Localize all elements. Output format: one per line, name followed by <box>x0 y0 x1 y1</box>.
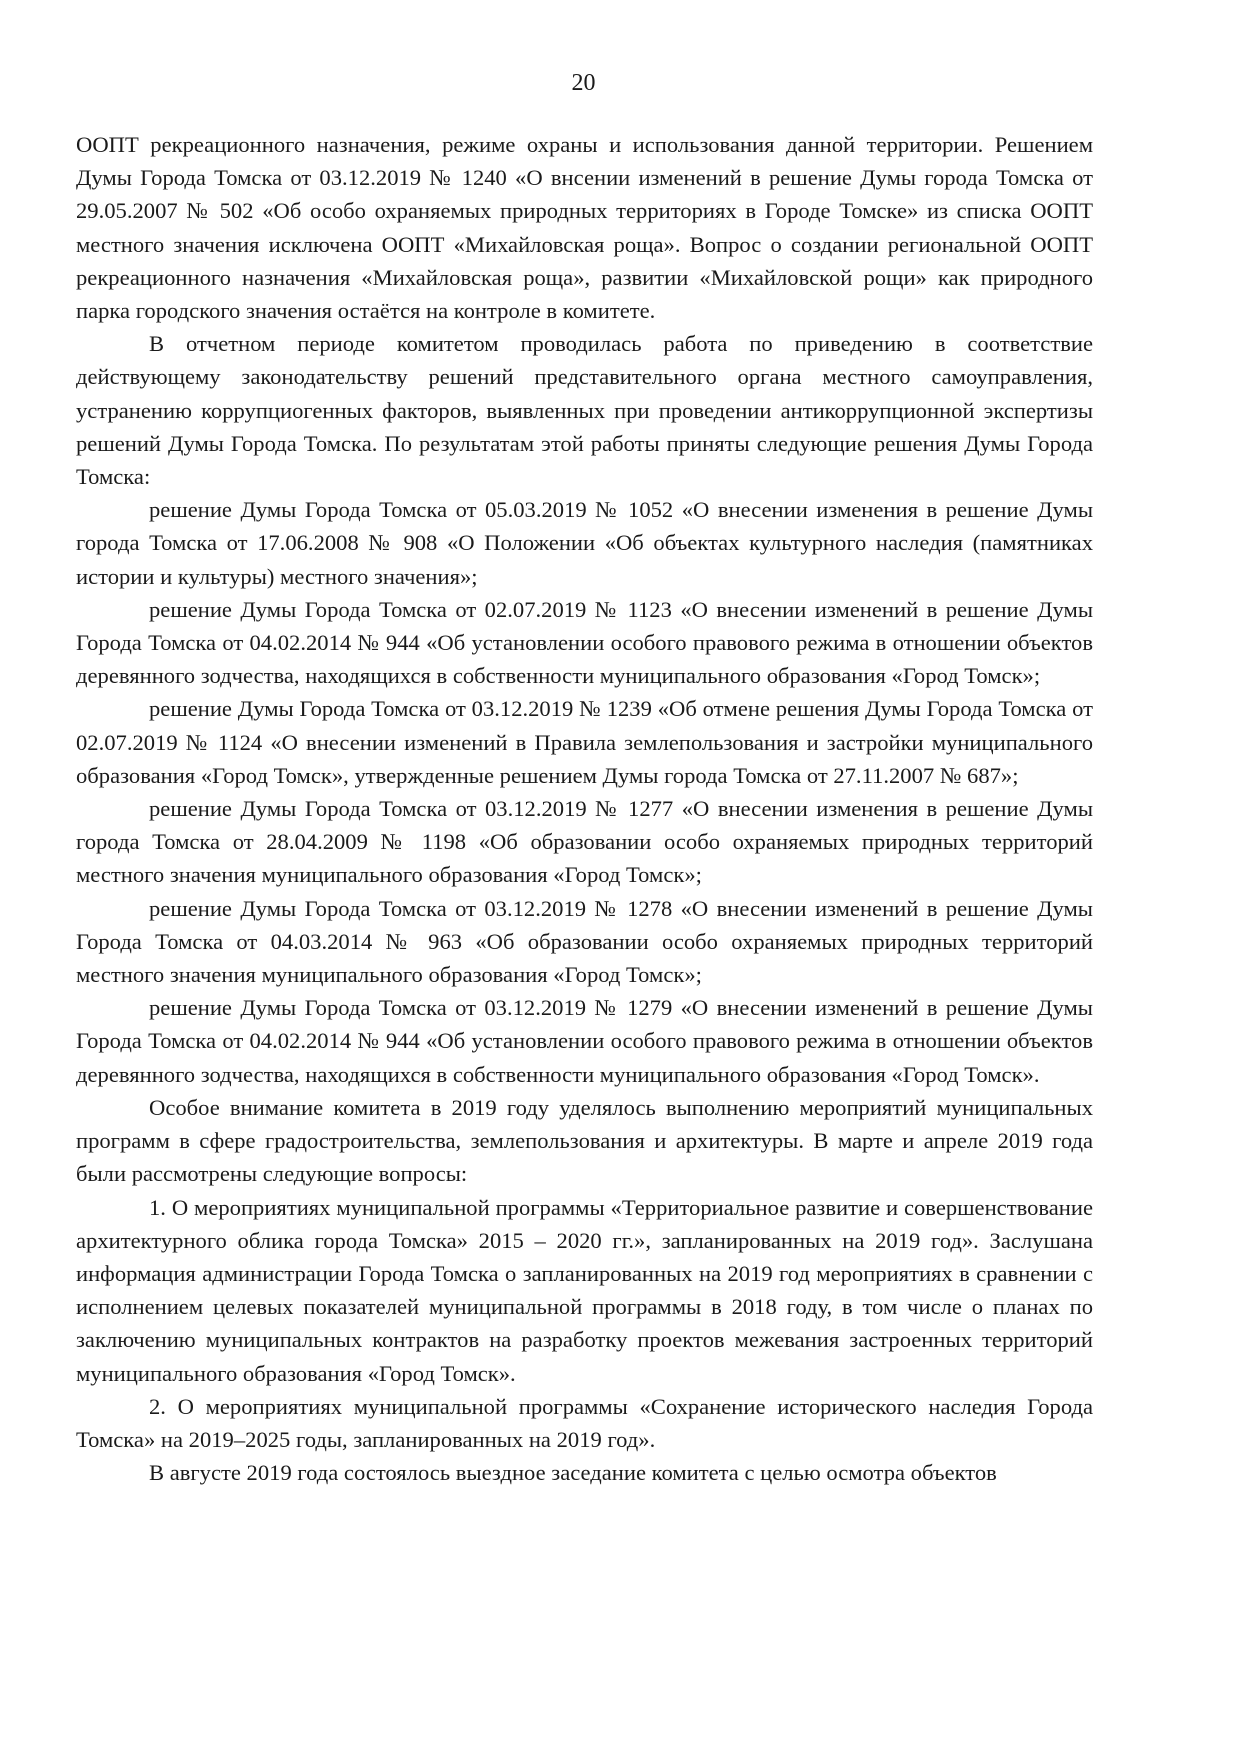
decision-item-1239: решение Думы Города Томска от 03.12.2019 № 1239 «Об отмене решения Думы Города Томска от 02.07.2019 № 1124 «О внесении изменений в Правила землепользования и застройки муниципального образования «Город Томск», утвержденные решением Думы города Томска от 27.11.2007 № 687»; <box>76 696 1093 788</box>
decision-item-1052: решение Думы Города Томска от 05.03.2019 № 1052 «О внесении изменения в решение Думы города Томска от 17.06.2008 № 908 «О Положении «Об объектах культурного наследия (памятниках истории и культуры) местного значения»; <box>76 497 1093 589</box>
paragraph-special-attention: Особое внимание комитета в 2019 году уделялось выполнению мероприятий муниципальных программ в сфере градостроительства, землепользования и архитектуры. В марте и апреле 2019 года были рассмотрены следующие вопросы: <box>76 1094 1093 1187</box>
list-item-2: 2. О мероприятиях муниципальной программы «Сохранение исторического наследия Города Томска» на 2019–2025 годы, запланированных на 2019 год». <box>76 1393 1093 1452</box>
paragraph-reporting-period: В отчетном периоде комитетом проводилась работа по приведению в соответствие действующему законодательству решений представительного органа местного самоуправления, устранению коррупциогенных факторов, выявленных при проведении антикоррупционной экспертизы решений Думы Города Томска. По результатам этой работы приняты следующие решения Думы Города Томска: <box>76 331 1093 490</box>
document-body <box>76 128 1093 1489</box>
decision-item-1277: решение Думы Города Томска от 03.12.2019 № 1277 «О внесении изменения в решение Думы города Томска от 28.04.2009 № 1198 «Об образовании особо охраняемых природных территорий местного значения муниципального образования «Город Томск»; <box>76 796 1093 888</box>
page-number: 20 <box>571 70 596 96</box>
decision-item-1123: решение Думы Города Томска от 02.07.2019 № 1123 «О внесении изменений в решение Думы Города Томска от 04.02.2014 № 944 «Об установлении особого правового режима в отношении объектов деревянного зодчества, находящихся в собственности муниципального образования «Город Томск»; <box>76 596 1093 689</box>
paragraph-august-session: В августе 2019 года состоялось выездное заседание комитета с целью осмотра объектов <box>149 1460 997 1486</box>
decision-item-1279: решение Думы Города Томска от 03.12.2019 № 1279 «О внесении изменений в решение Думы Города Томска от 04.02.2014 № 944 «Об установлении особого правового режима в отношении объектов деревянного зодчества, находящихся в собственности муниципального образования «Город Томск». <box>76 995 1093 1087</box>
decision-item-1278: решение Думы Города Томска от 03.12.2019 № 1278 «О внесении изменений в решение Думы Города Томска от 04.03.2014 № 963 «Об образовании особо охраняемых природных территорий местного значения муниципального образования «Город Томск»; <box>76 895 1093 988</box>
list-item-1: 1. О мероприятиях муниципальной программы «Территориальное развитие и совершенствование архитектурного облика города Томска» 2015 – 2020 гг.», запланированных на 2019 год». Заслушана информация администрации Города Томска о запланированных на 2019 год мероприятиях в сравнении с исполнением целевых показателей муниципальной программы в 2018 году, в том числе о планах по заключению муниципальных контрактов на разработку проектов межевания застроенных территорий муниципального образования «Город Томск». <box>76 1194 1093 1386</box>
paragraph-oopt-continuation: ООПТ рекреационного назначения, режиме охраны и использования данной территории. Решением Думы Города Томска от 03.12.2019 № 1240 «О внсении изменений в решение Думы города Томска от 29.05.2007 № 502 «Об особо охраняемых природных территориях в Городе Томске» из списка ООПТ местного значения исключена ООПТ «Михайловская роща». Вопрос о создании региональной ООПТ рекреационного назначения «Михайловская роща», развитии «Михайловской рощи» как природного парка городского значения остаётся на контроле в комитете. <box>76 132 1093 324</box>
